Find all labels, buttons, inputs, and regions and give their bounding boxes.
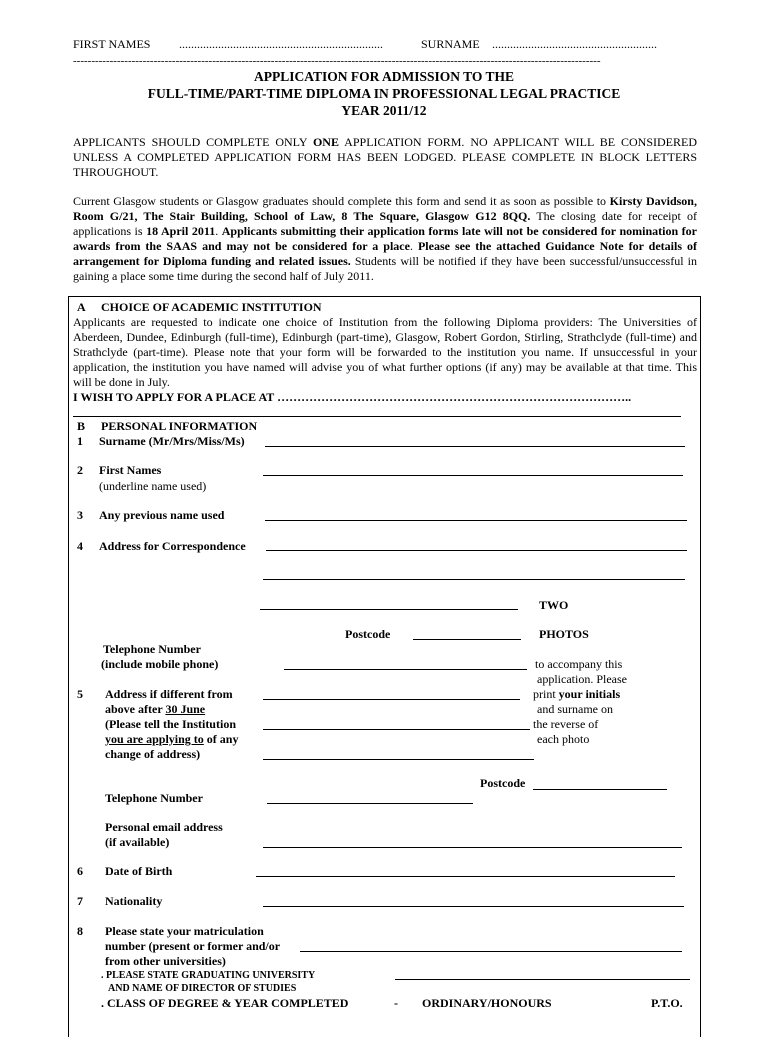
telephone-2-input[interactable] [267,803,473,804]
q5-number: 5 [77,687,83,701]
section-a-heading: CHOICE OF ACADEMIC INSTITUTION [101,300,322,314]
q5-line-4: you are applying to of any [105,732,239,746]
email-input[interactable] [263,847,682,848]
q5-line-3: (Please tell the Institution [105,717,236,731]
surname-field[interactable]: ....................................................... [492,37,657,51]
telephone-note: (include mobile phone) [101,657,219,671]
address-input-1[interactable] [266,550,687,551]
graduating-line-2: AND NAME OF DIRECTOR OF STUDIES [108,983,297,994]
first-names-label: FIRST NAMES [73,37,151,51]
title-line-3: YEAR 2011/12 [341,103,427,118]
surname-label: SURNAME [421,37,480,51]
address-label: Address for Correspondence [99,539,246,553]
telephone-input[interactable] [284,669,527,670]
photo-note-6: each photo [537,732,590,746]
alt-address-input-3[interactable] [263,759,534,760]
intro-paragraph-1: APPLICANTS SHOULD COMPLETE ONLY ONE APPLICATION FORM. NO APPLICANT WILL BE CONSIDERED UNLESS A COMPLETED APPLICATION FORM HAS BEEN LODGED. PLEASE COMPLETE IN BLOCK LETTERS THROUGHOUT. [73,135,697,179]
nationality-input[interactable] [263,906,684,907]
surname-input[interactable] [265,446,685,447]
address-input-2[interactable] [263,579,685,580]
surname-label-b: Surname (Mr/Mrs/Miss/Ms) [99,434,245,448]
section-a-letter: A [77,300,86,314]
postcode-2-input[interactable] [533,789,667,790]
q2-number: 2 [77,463,83,477]
previous-name-label: Any previous name used [99,508,225,522]
q8-line-1: Please state your matriculation [105,924,264,938]
apply-place-field[interactable]: I WISH TO APPLY FOR A PLACE AT …………………………………………………………………………….. [73,390,632,404]
title-line-2: FULL-TIME/PART-TIME DIPLOMA IN PROFESSIONAL LEGAL PRACTICE [147,86,621,101]
two-label: TWO [539,598,569,612]
telephone-label: Telephone Number [103,642,201,656]
telephone-2-label: Telephone Number [105,791,203,805]
alt-address-input-1[interactable] [263,699,520,700]
postcode-input[interactable] [413,639,521,640]
q8-line-2: number (present or former and/or [105,939,281,953]
photo-note-2: application. Please [537,672,627,686]
dob-label: Date of Birth [105,864,173,878]
email-label: Personal email address [105,820,223,834]
photos-label: PHOTOS [539,627,589,641]
q1-number: 1 [77,434,83,448]
section-divider [73,416,681,417]
pto-label: P.T.O. [651,996,683,1010]
photo-note-4: and surname on [537,702,613,716]
graduating-input[interactable] [395,979,690,980]
q5-line-2: above after 30 June [105,702,206,716]
class-dash: - [394,996,398,1010]
class-of-degree-label: . CLASS OF DEGREE & YEAR COMPLETED [101,996,349,1010]
q8-number: 8 [77,924,83,938]
address-input-3[interactable] [260,609,518,610]
first-names-note: (underline name used) [99,479,207,493]
q5-line-5: change of address) [105,747,201,761]
q8-line-3: from other universities) [105,954,226,968]
matriculation-input[interactable] [300,951,682,952]
q5-line-1: Address if different from [105,687,233,701]
title-line-1: APPLICATION FOR ADMISSION TO THE [253,69,515,84]
section-a-body: Applicants are requested to indicate one choice of Institution from the following Diploma providers: The Universities of Aberdeen, Dundee, Edinburgh (full-time), Edinburgh (part-time), Glasgow, Robert Gordon, Stirling, Strathclyde (full-time) and Strathclyde (part-time). Please note that your form will be forwarded to the institution you name. If unsuccessful in your application, the institution you have named will advise you of what further options (if any) may be available at that time. This will be done in July. [73,315,697,389]
graduating-line-1: . PLEASE STATE GRADUATING UNIVERSITY [101,970,316,981]
email-note: (if available) [105,835,170,849]
q7-number: 7 [77,894,83,908]
previous-name-input[interactable] [265,520,687,521]
dash-rule: ------------------------------------------------------------------------------------------------------------------------------------------------ [73,55,601,67]
q4-number: 4 [77,539,83,553]
photo-note-3: print your initials [533,687,621,701]
photo-note-5: the reverse of [533,717,599,731]
q6-number: 6 [77,864,83,878]
alt-address-input-2[interactable] [263,729,530,730]
section-b-heading: PERSONAL INFORMATION [101,419,258,433]
photo-note-1: to accompany this [535,657,623,671]
nationality-label: Nationality [105,894,163,908]
ordinary-honours[interactable]: ORDINARY/HONOURS [422,996,552,1010]
first-names-label-b: First Names [99,463,162,477]
section-b-letter: B [77,419,86,433]
postcode-label: Postcode [345,627,391,641]
postcode-2-label: Postcode [480,776,526,790]
intro-paragraph-2: Current Glasgow students or Glasgow graduates should complete this form and send it as soon as possible to Kirsty Davidson, Room G/21, The Stair Building, School of Law, 8 The Square, Glasgow G12 8QQ. The closing date for receipt of applications is 18 April 2011. Applicants submitting their application forms late will not be considered for nomination for awards from the SAAS and may not be considered for a place. Please see the attached Guidance Note for details of arrangement for Diploma funding and related issues. Students will be notified if they have been successful/unsuccessful in gaining a place some time during the second half of July 2011. [73,194,697,283]
first-names-field[interactable]: .................................................................... [179,37,383,51]
first-names-input[interactable] [263,475,683,476]
dob-input[interactable] [256,876,675,877]
q3-number: 3 [77,508,83,522]
